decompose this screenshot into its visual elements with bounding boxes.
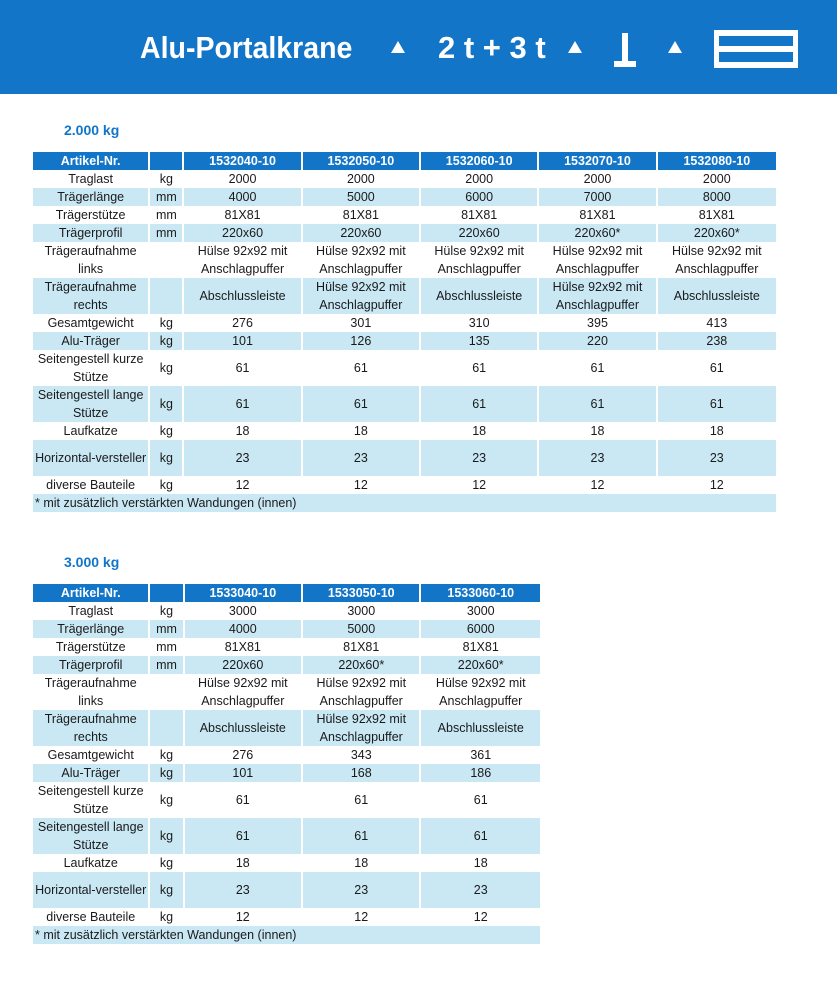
row-value: 6000 [421, 620, 540, 638]
row-unit: mm [150, 206, 184, 224]
row-value: 3000 [303, 602, 421, 620]
table-row [33, 206, 776, 224]
table-row [33, 422, 776, 440]
row-value: Hülse 92x92 mit Anschlagpuffer [303, 674, 421, 710]
row-value: 12 [303, 476, 421, 494]
row-value: 168 [303, 764, 421, 782]
row-value: Hülse 92x92 mit Anschlagpuffer [539, 278, 657, 314]
row-value: 2000 [184, 170, 302, 188]
row-value: 361 [421, 746, 540, 764]
row-label: Trägeraufnahme rechts [33, 278, 150, 314]
table-row [33, 332, 776, 350]
row-label: Trägeraufnahme links [33, 242, 150, 278]
row-unit: mm [150, 656, 184, 674]
row-unit: mm [150, 638, 184, 656]
row-value: 81X81 [303, 206, 421, 224]
table-row [33, 818, 540, 854]
article-number: 1533040-10 [185, 584, 303, 602]
row-value: Hülse 92x92 mit Anschlagpuffer [421, 674, 540, 710]
row-value: 81X81 [184, 206, 302, 224]
triangle-icon [668, 41, 682, 53]
table-row [33, 188, 776, 206]
row-value: 2000 [658, 170, 776, 188]
row-value: 18 [303, 854, 421, 872]
article-number: 1532050-10 [303, 152, 421, 170]
footnote: * mit zusätzlich verstärkten Wandungen (innen) [33, 494, 776, 512]
row-value: 126 [303, 332, 421, 350]
row-label: Trägerprofil [33, 656, 150, 674]
article-number: 1532070-10 [539, 152, 657, 170]
header-unit-cell [150, 584, 184, 602]
table-row [33, 242, 776, 278]
table-row [33, 314, 776, 332]
table-header-row [33, 152, 776, 170]
row-value: 12 [539, 476, 657, 494]
row-value: 2000 [303, 170, 421, 188]
row-unit [150, 674, 184, 710]
row-label: Trägerstütze [33, 638, 150, 656]
row-unit: kg [150, 332, 184, 350]
row-label: Horizontal-versteller [33, 872, 150, 908]
row-unit: kg [150, 422, 184, 440]
table-row [33, 746, 540, 764]
row-value: 18 [421, 854, 540, 872]
table-row [33, 710, 540, 746]
row-label: diverse Bauteile [33, 476, 150, 494]
row-value: 18 [184, 422, 302, 440]
row-unit: kg [150, 350, 184, 386]
table-row [33, 602, 540, 620]
row-value: 81X81 [303, 638, 421, 656]
footnote-row [33, 926, 540, 944]
row-value: 81X81 [185, 638, 303, 656]
row-unit: kg [150, 476, 184, 494]
table-header-row [33, 584, 540, 602]
row-label: Alu-Träger [33, 764, 150, 782]
row-value: 23 [421, 440, 539, 476]
row-unit [150, 242, 184, 278]
row-value: 23 [539, 440, 657, 476]
row-value: 61 [184, 350, 302, 386]
row-label: Trägerlänge [33, 188, 150, 206]
row-value: 276 [185, 746, 303, 764]
row-value: 61 [421, 818, 540, 854]
article-number: 1532040-10 [184, 152, 302, 170]
row-value: Abschlussleiste [421, 710, 540, 746]
row-unit: kg [150, 746, 184, 764]
row-value: Hülse 92x92 mit Anschlagpuffer [184, 242, 302, 278]
row-value: 61 [185, 818, 303, 854]
table-row [33, 872, 540, 908]
row-value: 4000 [184, 188, 302, 206]
row-value: 220x60 [421, 224, 539, 242]
row-value: 81X81 [658, 206, 776, 224]
row-value: 220x60 [303, 224, 421, 242]
row-value: Hülse 92x92 mit Anschlagpuffer [539, 242, 657, 278]
row-value: 23 [303, 872, 421, 908]
row-value: 238 [658, 332, 776, 350]
page-title: Alu-Portalkrane [140, 30, 353, 65]
row-value: 12 [303, 908, 421, 926]
row-unit: kg [150, 872, 184, 908]
row-unit: kg [150, 386, 184, 422]
row-unit: kg [150, 602, 184, 620]
table-row [33, 170, 776, 188]
row-label: Seitengestell kurze Stütze [33, 350, 150, 386]
article-number: 1532080-10 [658, 152, 776, 170]
row-unit: mm [150, 224, 184, 242]
row-value: 5000 [303, 188, 421, 206]
row-value: 61 [421, 350, 539, 386]
row-label: Gesamtgewicht [33, 314, 150, 332]
row-value: 61 [184, 386, 302, 422]
section-title-3000kg: 3.000 kg [64, 554, 120, 570]
table-row [33, 620, 540, 638]
table-row [33, 764, 540, 782]
table-row [33, 350, 776, 386]
row-value: 395 [539, 314, 657, 332]
footnote-row [33, 494, 776, 512]
row-value: 18 [421, 422, 539, 440]
row-value: Abschlussleiste [184, 278, 302, 314]
row-value: 81X81 [539, 206, 657, 224]
row-label: Trägeraufnahme links [33, 674, 150, 710]
row-unit: kg [150, 908, 184, 926]
row-label: Alu-Träger [33, 332, 150, 350]
header-label: Artikel-Nr. [33, 152, 150, 170]
row-value: Hülse 92x92 mit Anschlagpuffer [303, 710, 421, 746]
row-value: 61 [185, 782, 303, 818]
row-value: 23 [184, 440, 302, 476]
gantry-rail-icon [714, 30, 798, 68]
header-banner [0, 0, 837, 94]
table-row [33, 656, 540, 674]
header-label: Artikel-Nr. [33, 584, 150, 602]
article-number: 1533050-10 [303, 584, 421, 602]
row-value: 101 [185, 764, 303, 782]
triangle-icon [391, 41, 405, 53]
table-row [33, 854, 540, 872]
row-value: Hülse 92x92 mit Anschlagpuffer [658, 242, 776, 278]
row-label: Gesamtgewicht [33, 746, 150, 764]
triangle-icon [568, 41, 582, 53]
row-value: 18 [185, 854, 303, 872]
section-title-2000kg: 2.000 kg [64, 122, 120, 138]
row-value: 12 [421, 908, 540, 926]
row-unit: mm [150, 620, 184, 638]
table-row [33, 908, 540, 926]
row-value: 220x60 [184, 224, 302, 242]
row-value: 413 [658, 314, 776, 332]
row-value: 220x60 [185, 656, 303, 674]
row-value: 12 [421, 476, 539, 494]
row-value: 23 [421, 872, 540, 908]
row-label: Trägerprofil [33, 224, 150, 242]
row-value: 4000 [185, 620, 303, 638]
row-value: 5000 [303, 620, 421, 638]
row-value: 61 [421, 782, 540, 818]
row-value: Hülse 92x92 mit Anschlagpuffer [421, 242, 539, 278]
row-label: diverse Bauteile [33, 908, 150, 926]
row-value: 8000 [658, 188, 776, 206]
row-value: 2000 [421, 170, 539, 188]
row-label: Seitengestell lange Stütze [33, 386, 150, 422]
support-post-icon [614, 33, 636, 67]
row-value: 81X81 [421, 638, 540, 656]
row-label: Horizontal-versteller [33, 440, 150, 476]
spec-table-3000kg [33, 584, 540, 944]
row-value: 220x60* [539, 224, 657, 242]
row-unit: kg [150, 170, 184, 188]
row-unit: kg [150, 782, 184, 818]
row-value: 220x60* [658, 224, 776, 242]
row-value: 18 [303, 422, 421, 440]
row-value: Abschlussleiste [658, 278, 776, 314]
row-value: 220 [539, 332, 657, 350]
row-unit [150, 710, 184, 746]
row-value: 276 [184, 314, 302, 332]
row-unit: kg [150, 314, 184, 332]
table-row [33, 386, 776, 422]
capacity-label: 2 t + 3 t [438, 30, 546, 65]
row-value: 23 [185, 872, 303, 908]
table-row [33, 440, 776, 476]
row-value: Abschlussleiste [421, 278, 539, 314]
row-unit: mm [150, 188, 184, 206]
row-value: 3000 [421, 602, 540, 620]
row-value: 61 [658, 386, 776, 422]
row-value: 310 [421, 314, 539, 332]
row-value: 23 [658, 440, 776, 476]
article-number: 1532060-10 [421, 152, 539, 170]
table-row [33, 278, 776, 314]
table-row [33, 674, 540, 710]
row-unit: kg [150, 818, 184, 854]
row-value: Abschlussleiste [185, 710, 303, 746]
row-value: 61 [303, 782, 421, 818]
row-label: Laufkatze [33, 854, 150, 872]
row-value: 186 [421, 764, 540, 782]
row-value: 12 [184, 476, 302, 494]
row-value: 220x60* [303, 656, 421, 674]
row-value: 12 [658, 476, 776, 494]
row-value: 18 [658, 422, 776, 440]
row-value: 61 [303, 818, 421, 854]
table-row [33, 638, 540, 656]
footnote: * mit zusätzlich verstärkten Wandungen (innen) [33, 926, 540, 944]
table-row [33, 476, 776, 494]
row-value: 61 [539, 350, 657, 386]
spec-table-2000kg [33, 152, 776, 512]
row-label: Trägeraufnahme rechts [33, 710, 150, 746]
row-value: 220x60* [421, 656, 540, 674]
row-value: Hülse 92x92 mit Anschlagpuffer [303, 242, 421, 278]
row-value: 61 [303, 386, 421, 422]
row-value: 23 [303, 440, 421, 476]
row-value: Hülse 92x92 mit Anschlagpuffer [185, 674, 303, 710]
row-label: Traglast [33, 170, 150, 188]
row-label: Seitengestell kurze Stütze [33, 782, 150, 818]
row-value: 61 [421, 386, 539, 422]
row-value: 61 [658, 350, 776, 386]
row-value: 7000 [539, 188, 657, 206]
row-label: Trägerstütze [33, 206, 150, 224]
header-unit-cell [150, 152, 184, 170]
row-value: Hülse 92x92 mit Anschlagpuffer [303, 278, 421, 314]
row-value: 61 [539, 386, 657, 422]
table-row [33, 224, 776, 242]
row-value: 101 [184, 332, 302, 350]
row-value: 135 [421, 332, 539, 350]
row-value: 2000 [539, 170, 657, 188]
row-value: 3000 [185, 602, 303, 620]
row-value: 81X81 [421, 206, 539, 224]
row-label: Laufkatze [33, 422, 150, 440]
row-value: 61 [303, 350, 421, 386]
row-value: 301 [303, 314, 421, 332]
row-label: Seitengestell lange Stütze [33, 818, 150, 854]
row-unit: kg [150, 440, 184, 476]
row-value: 18 [539, 422, 657, 440]
row-unit [150, 278, 184, 314]
row-value: 12 [185, 908, 303, 926]
row-value: 6000 [421, 188, 539, 206]
row-unit: kg [150, 854, 184, 872]
row-value: 343 [303, 746, 421, 764]
table-row [33, 782, 540, 818]
row-label: Trägerlänge [33, 620, 150, 638]
row-label: Traglast [33, 602, 150, 620]
row-unit: kg [150, 764, 184, 782]
article-number: 1533060-10 [421, 584, 540, 602]
